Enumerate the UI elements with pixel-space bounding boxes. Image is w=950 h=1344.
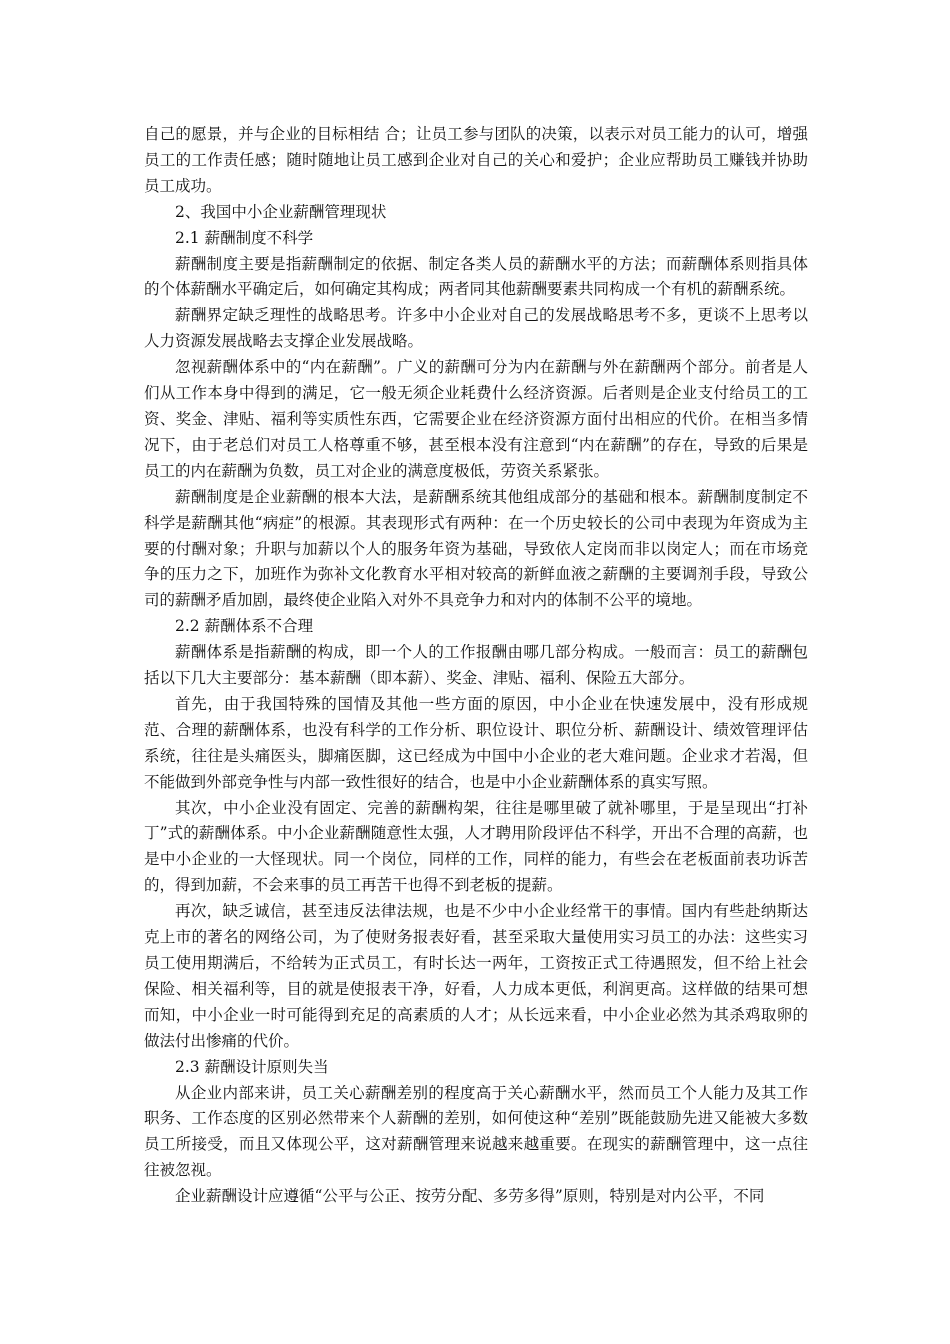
- paragraph-salary-system-root: 薪酬制度是企业薪酬的根本大法，是薪酬系统其他组成部分的基础和根本。薪酬制度制定不科学是薪酬其他“病症”的根源。其表现形式有两种：在一个历史较长的公司中表现为年资成为主要的付酬对象；升职与加薪以个人的服务年资为基础，导致依人定岗而非以岗定人；而在市场竞争的压力之下，加班作为弥补文化教育水平相对较高的新鲜血液之薪酬的主要调剂手段，导致公司的薪酬矛盾加剧，最终使企业陷入对外不具竞争力和对内的体制不公平的境地。: [144, 487, 808, 610]
- subsection-heading-2-3: 2.3 薪酬设计原则失当: [175, 1057, 329, 1076]
- subsection-heading-2-2: 2.2 薪酬体系不合理: [175, 617, 314, 636]
- document-page: [144, 122, 808, 1210]
- paragraph-design-principle: 企业薪酬设计应遵循“公平与公正、按劳分配、多劳多得”原则，特别是对内公平，不同: [175, 1187, 765, 1206]
- paragraph-pay-structure: 薪酬体系是指薪酬的构成，即一个人的工作报酬由哪几部分构成。一般而言：员工的薪酬包括以下几大主要部分：基本薪酬（即本薪）、奖金、津贴、福利、保险五大部分。: [144, 643, 808, 688]
- paragraph-intrinsic-pay: 忽视薪酬体系中的“内在薪酬”。广义的薪酬可分为内在薪酬与外在薪酬两个部分。前者是人们从工作本身中得到的满足，它一般无须企业耗费什么经济资源。后者则是企业支付给员工的工资、奖金、津贴、福利等实质性东西，它需要企业在经济资源方面付出相应的代价。在相当多情况下，由于老总们对员工人格尊重不够，甚至根本没有注意到“内在薪酬”的存在，导致的后果是员工的内在薪酬为负数，员工对企业的满意度极低，劳资关系紧张。: [144, 358, 808, 480]
- paragraph-salary-system-definition: 薪酬制度主要是指薪酬制定的依据、制定各类人员的薪酬水平的方法；而薪酬体系则指具体的个体薪酬水平确定后，如何确定其构成；两者同其他薪酬要素共同构成一个有机的薪酬系统。: [144, 254, 808, 299]
- section-heading-2: 2、我国中小企业薪酬管理现状: [175, 202, 387, 221]
- paragraph-first: 首先，由于我国特殊的国情及其他一些方面的原因，中小企业在快速发展中，没有形成规范、合理的薪酬体系，也没有科学的工作分析、职位设计、职位分析、薪酬设计、绩效管理评估系统，往往是头痛医头，脚痛医脚，这已经成为中国中小企业的老大难问题。企业求才若渴，但不能做到外部竞争性与内部一致性很好的结合，也是中小企业薪酬体系的真实写照。: [144, 694, 808, 791]
- paragraph-second: 其次，中小企业没有固定、完善的薪酬构架，往往是哪里破了就补哪里，于是呈现出“打补丁”式的薪酬体系。中小企业薪酬随意性太强，人才聘用阶段评估不科学，开出不合理的高薪，也是中小企业的一大怪现状。同一个岗位，同样的工作，同样的能力，有些会在老板面前表功诉苦的，得到加薪，不会来事的员工再苦干也得不到老板的提薪。: [144, 798, 808, 895]
- paragraph-1: 自己的愿景，并与企业的目标相结 合；让员工参与团队的决策，以表示对员工能力的认可，增强员工的工作责任感；随时随地让员工感到企业对自己的关心和爱护；企业应帮助员工赚钱并协助员工成功。: [144, 125, 808, 195]
- subsection-heading-2-1: 2.1 薪酬制度不科学: [175, 228, 314, 247]
- paragraph-internal-difference: 从企业内部来讲，员工关心薪酬差别的程度高于关心薪酬水平，然而员工个人能力及其工作职务、工作态度的区别必然带来个人薪酬的差别，如何使这种“差别”既能鼓励先进又能被大多数员工所接受，而且又体现公平，这对薪酬管理来说越来越重要。在现实的薪酬管理中，这一点往往被忽视。: [144, 1083, 808, 1180]
- paragraph-third: 再次，缺乏诚信，甚至违反法律法规，也是不少中小企业经常干的事情。国内有些赴纳斯达克上市的著名的网络公司，为了使财务报表好看，甚至采取大量使用实习员工的办法：这些实习员工使用期满后，不给转为正式员工，有时长达一两年，工资按正式工待遇照发，但不给上社会保险、相关福利等，目的就是使报表干净，好看，人力成本更低，利润更高。这样做的结果可想而知，中小企业一时可能得到充足的高素质的人才；从长远来看，中小企业必然为其杀鸡取卵的做法付出惨痛的代价。: [144, 902, 808, 1050]
- paragraph-strategic-thinking: 薪酬界定缺乏理性的战略思考。许多中小企业对自己的发展战略思考不多，更谈不上思考以人力资源发展战略去支撑企业发展战略。: [144, 306, 808, 351]
